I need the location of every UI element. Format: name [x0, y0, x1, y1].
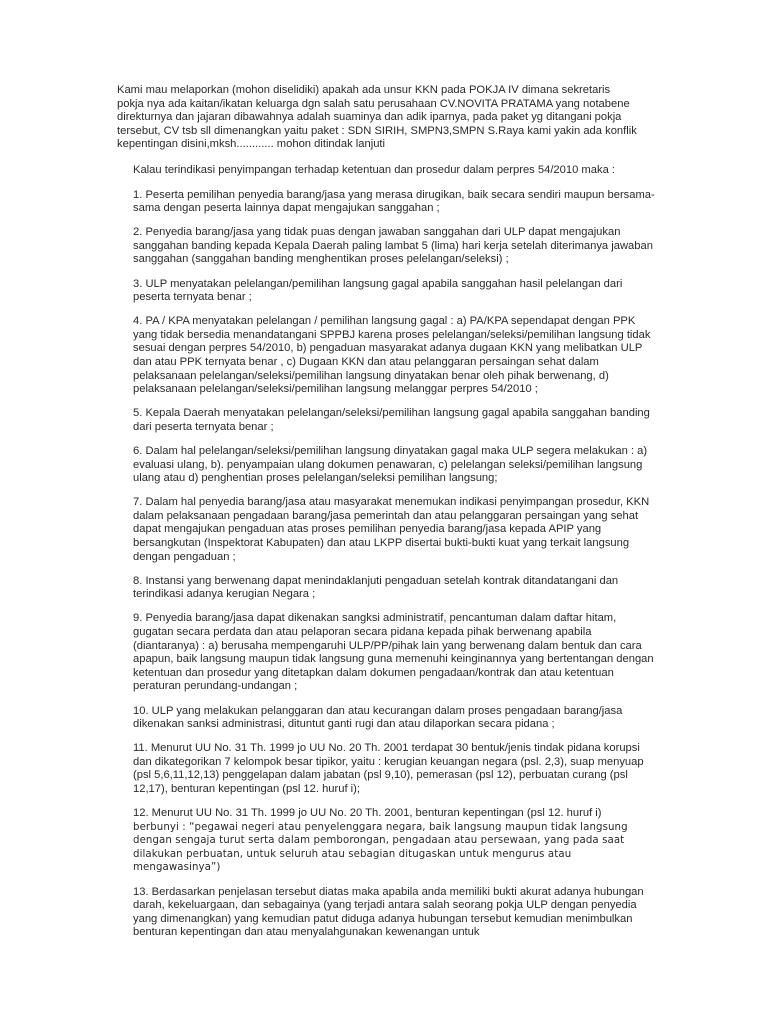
lead-paragraph: Kalau terindikasi penyimpangan terhadap ketentuan dan prosedur dalam perpres 54/2010 maka :	[133, 164, 616, 176]
list-item-13: 13. Berdasarkan penjelasan tersebut diatas maka apabila anda memiliki bukti akurat adanya hubungan darah, kekeluargaan, dan sebagainya (yang terjadi antara salah seorang pokja ULP dengan penyedia yang dimenangkan) yang kemudian patut diduga adanya hubungan tersebut kemudian menimbulkan benturan kepentingan dan atau menyalahgunakan kewenangan untuk	[133, 885, 644, 939]
list-item: 2. Penyedia barang/jasa yang tidak puas dengan jawaban sanggahan dari ULP dapat mengajukan sanggahan banding kepada Kepala Daerah paling lambat 5 (lima) hari kerja setelah diterimanya jawaban sanggahan (sanggahan banding menghentikan proses pelelangan/seleksi) ;	[133, 226, 653, 266]
list-item: 3. ULP menyatakan pelelangan/pemilihan langsung gagal apabila sanggahan hasil pelelangan dari peserta ternyata benar ;	[133, 277, 623, 304]
list-item: 11. Menurut UU No. 31 Th. 1999 jo UU No. 20 Th. 2001 terdapat 30 bentuk/jenis tindak pidana korupsi dan dikategorikan 7 kelompok besar tipikor, yaitu : kerugian keuangan negara (psl. 2,3), suap menyuap (psl 5,6,11,12,13) penggelapan dalam jabatan (psl 9,10), pemerasan (psl 12), perbuatan curang (psl 12,17), benturan kepentingan (psl 12. huruf i);	[133, 742, 644, 795]
list-item: 9. Penyedia barang/jasa dapat dikenakan sangksi administratif, pencantuman dalam daftar hitam, gugatan secara perdata dan atau pelaporan secara pidana kepada pihak berwenang apabila (diantaranya) : a) berusaha mempengaruhi ULP/PP/pihak lain yang berwenang dalam bentuk dan cara apapun, baik langsung maupun tidak langsung guna memenuhi keinginannya yang bertentangan dengan ketentuan dan prosedur yang ditetapkan dalam dokumen pengadaan/kontrak dan atau ketentuan peraturan perundang-undangan ;	[133, 612, 654, 693]
list-item: 8. Instansi yang berwenang dapat menindaklanjuti pengaduan setelah kontrak ditandatangani dan terindikasi adanya kerugian Negara ;	[133, 574, 619, 601]
list-item: 10. ULP yang melakukan pelanggaran dan atau kecurangan dalam proses pengadaan barang/jasa dikenakan sanksi administrasi, dituntut ganti rugi dan atau dilaporkan secara pidana ;	[133, 704, 623, 731]
item-12-quote: berbunyi : “pegawai negeri atau penyelenggara negara, baik langsung maupun tidak langsung dengan sengaja turut serta dalam pemborongan, pengadaan atau persewaan, yang pada saat dilakukan perbuatan, untuk seluruh atau sebagian ditugaskan untuk mengurus atau mengawasinya”)	[133, 821, 628, 874]
intro-paragraph: Kami mau melaporkan (mohon diselidiki) apakah ada unsur KKN pada POKJA IV dimana sekretaris pokja nya ada kaitan/ikatan keluarga dgn salah satu perusahaan CV.NOVITA PRATAMA yang notabene direkturnya dan jajaran dibawahnya adalah suaminya dan adik iparnya, pada paket yg ditangani pokja tersebut, CV tsb sll dimenangkan yaitu paket : SDN SIRIH, SMPN3,SMPN S.Raya kami yakin ada konflik kepentingan disini,mksh............ mohon ditindak lanjuti	[117, 84, 637, 151]
list-item: 1. Peserta pemilihan penyedia barang/jasa yang merasa dirugikan, baik secara sendiri maupun bersama-sama dengan peserta lainnya dapat mengajukan sanggahan ;	[133, 188, 655, 215]
document-body	[133, 164, 658, 950]
list-item: 5. Kepala Daerah menyatakan pelelangan/seleksi/pemilihan langsung gagal apabila sanggahan banding dari peserta ternyata benar ;	[133, 407, 650, 433]
list-item: 7. Dalam hal penyedia barang/jasa atau masyarakat menemukan indikasi penyimpangan prosedur, KKN dalam pelaksanaan pengadaan barang/jasa pemerintah dan atau pelanggaran persaingan yang sehat dapat mengajukan pengaduan atas proses pemilihan penyedia barang/jasa kepada APIP yang bersangkutan (Inspektorat Kabupaten) dan atau LKPP disertai bukti-bukti kuat yang terkait langsung dengan pengaduan ;	[133, 496, 650, 563]
list-item: 4. PA / KPA menyatakan pelelangan / pemilihan langsung gagal : a) PA/KPA sependapat dengan PPK yang tidak bersedia menandatangani SPPBJ karena proses pelelangan/seleksi/pemilihan langsung tidak sesuai dengan perpres 54/2010, b) pengaduan masyarakat adanya dugaan KKN yang melibatkan ULP dan atau PPK ternyata benar , c) Dugaan KKN dan atau pelanggaran persaingan sehat dalam pelaksanaan pelelangan/seleksi/pemilihan langsung dinyatakan benar oleh pihak berwenang, d) pelaksanaan pelelangan/seleksi/pemilihan langsung melanggar perpres 54/2010 ;	[133, 315, 651, 396]
list-item-12	[133, 807, 658, 875]
list-item: 6. Dalam hal pelelangan/seleksi/pemilihan langsung dinyatakan gagal maka ULP segera melakukan : a) evaluasi ulang, b). penyampaian ulang dokumen penawaran, c) pelelangan seleksi/pemilihan langsung ulang atau d) penghentian proses pelelangan/seleksi pemilihan langsung;	[133, 445, 648, 485]
item-12-heading: 12. Menurut UU No. 31 Th. 1999 jo UU No. 20 Th. 2001, benturan kepentingan (psl 12. huruf i)	[133, 807, 602, 820]
